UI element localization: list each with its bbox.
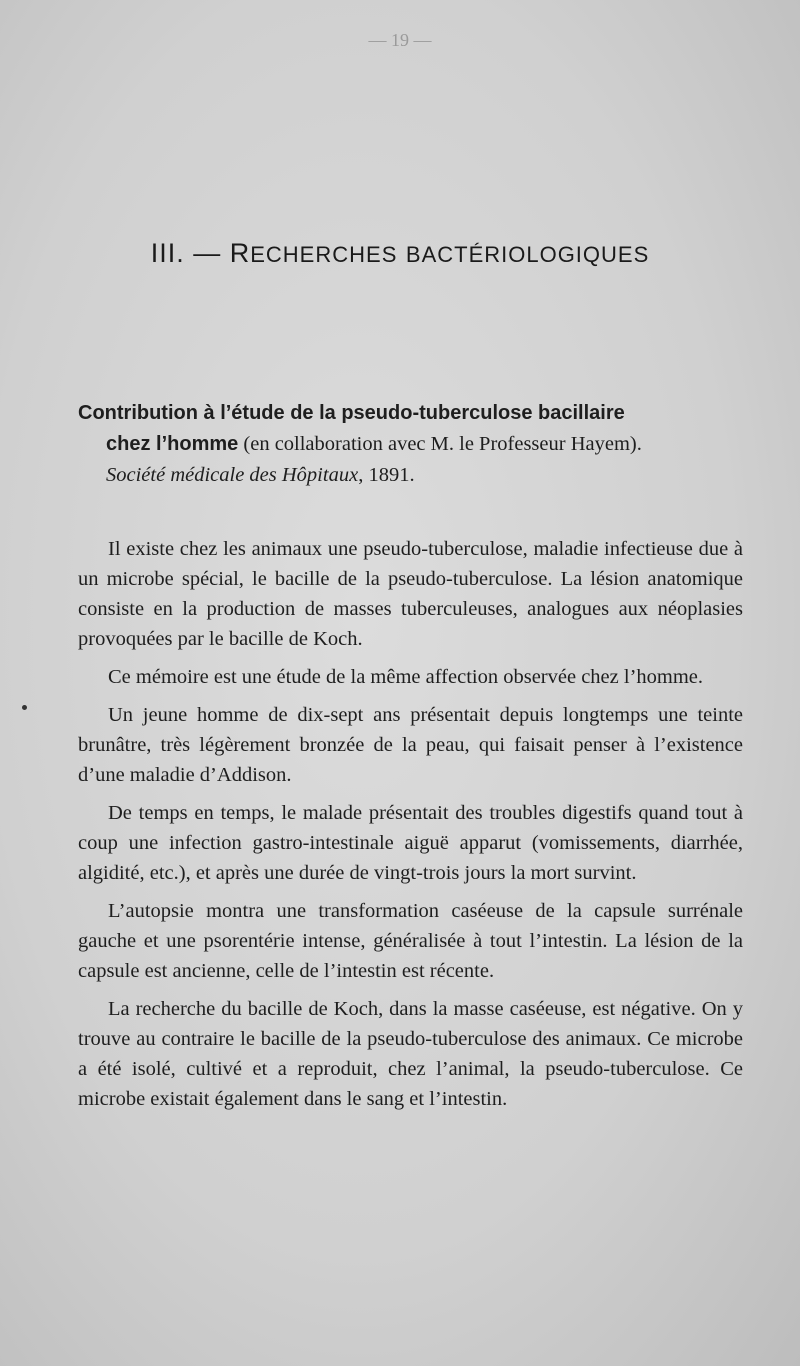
paragraph: La recherche du bacille de Koch, dans la masse caséeuse, est négative. On y trouve au contraire le bacille de la pseudo-tuberculose des animaux. Ce microbe a été isolé, cultivé et a reproduit, chez l’animal, la pseudo-tuberculose. Ce microbe existait également dans le sang et l’intestin. <box>78 998 743 1110</box>
section-title-word-2: BACTÉRIOLOGIQUES <box>405 242 650 267</box>
page-number: — 19 — <box>368 30 432 50</box>
entry-title-line-2 <box>78 429 743 460</box>
paragraph: Il existe chez les animaux une pseudo-tuberculose, maladie infectieuse due à un microbe spécial, le bacille de la pseudo-tuberculose. La lésion anatomique consiste en la production de masses tuberculeuses, analogues aux néoplasies provoquées par le bacille de Koch. <box>78 538 743 650</box>
entry-heading <box>78 398 743 491</box>
section-title-word-1: ECHERCHES <box>250 242 398 267</box>
margin-dot <box>22 705 27 710</box>
entry-citation <box>78 460 743 491</box>
entry-title-bold: chez l’homme <box>106 433 239 455</box>
body-text <box>78 534 743 1122</box>
section-title-prefix: III. — R <box>150 238 251 268</box>
paragraph: Ce mémoire est une étude de la même affection observée chez l’homme. <box>108 666 704 688</box>
journal-name: Société médicale des Hôpitaux <box>106 464 359 486</box>
paragraph: De temps en temps, le malade présentait des troubles digestifs quand tout à coup une infection gastro-intestinale aiguë apparut (vomissements, diarrhée, algidité, etc.), et après une durée de vingt-trois jours la mort survint. <box>78 802 743 884</box>
entry-title-line-1: Contribution à l’étude de la pseudo-tuberculose bacillaire <box>78 402 625 424</box>
section-title <box>0 238 800 269</box>
paragraph: Un jeune homme de dix-sept ans présentait depuis longtemps une teinte brunâtre, très légèrement bronzée de la peau, qui faisait penser à l’existence d’une maladie d’Addison. <box>78 704 743 786</box>
paragraph: L’autopsie montra une transformation caséeuse de la capsule surrénale gauche et une psorentérie intense, généralisée à tout l’intestin. La lésion de la capsule est ancienne, celle de l’intestin est récente. <box>78 900 743 982</box>
journal-year: , 1891. <box>358 464 415 486</box>
entry-title-collaboration: (en collaboration avec M. le Professeur Hayem). <box>238 433 642 455</box>
